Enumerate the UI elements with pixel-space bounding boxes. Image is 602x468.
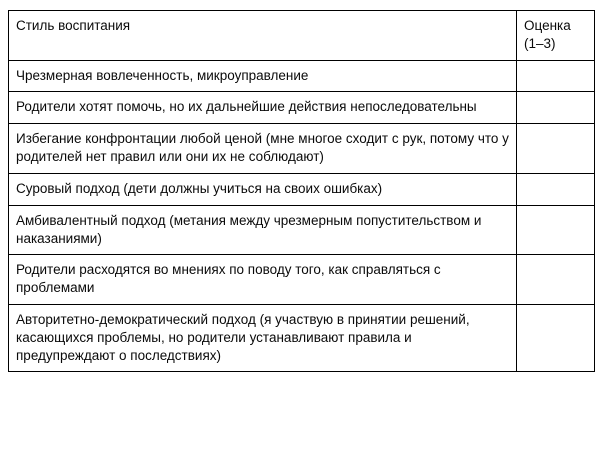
- table-row: [9, 124, 595, 174]
- row-description: Избегание конфронтации любой ценой (мне многое сходит с рук, потому что у родителей нет правил или они их не соблюдают): [9, 124, 517, 174]
- row-description: Авторитетно-демократический подход (я участвую в принятии решений, касающихся проблемы, но родители устанавливают правила и предупреждают о последствиях): [9, 304, 517, 371]
- row-score-input[interactable]: [517, 92, 595, 124]
- row-score-input[interactable]: [517, 205, 595, 255]
- header-score-label: Оценка: [524, 18, 571, 33]
- table-header: [9, 11, 595, 61]
- row-score-input[interactable]: [517, 60, 595, 92]
- row-score-input[interactable]: [517, 304, 595, 371]
- table-row: [9, 60, 595, 92]
- table-row: [9, 255, 595, 305]
- row-description: Чрезмерная вовлеченность, микроуправление: [9, 60, 517, 92]
- row-description: Родители хотят помочь, но их дальнейшие действия непоследовательны: [9, 92, 517, 124]
- row-score-input[interactable]: [517, 124, 595, 174]
- row-description: Суровый подход (дети должны учиться на своих ошибках): [9, 173, 517, 205]
- header-cell-description: Стиль воспитания: [9, 11, 517, 61]
- row-score-input[interactable]: [517, 255, 595, 305]
- table-row: [9, 304, 595, 371]
- document-page: [0, 10, 602, 468]
- table-row: [9, 173, 595, 205]
- header-cell-score: [517, 11, 595, 61]
- parenting-styles-table: [8, 10, 595, 372]
- row-description: Родители расходятся во мнениях по поводу того, как справляться с проблемами: [9, 255, 517, 305]
- table-row: [9, 92, 595, 124]
- row-score-input[interactable]: [517, 173, 595, 205]
- row-description: Амбивалентный подход (метания между чрезмерным попустительством и наказаниями): [9, 205, 517, 255]
- table-header-row: [9, 11, 595, 61]
- table-row: [9, 205, 595, 255]
- header-score-range: (1–3): [524, 35, 556, 51]
- table-body: [9, 60, 595, 372]
